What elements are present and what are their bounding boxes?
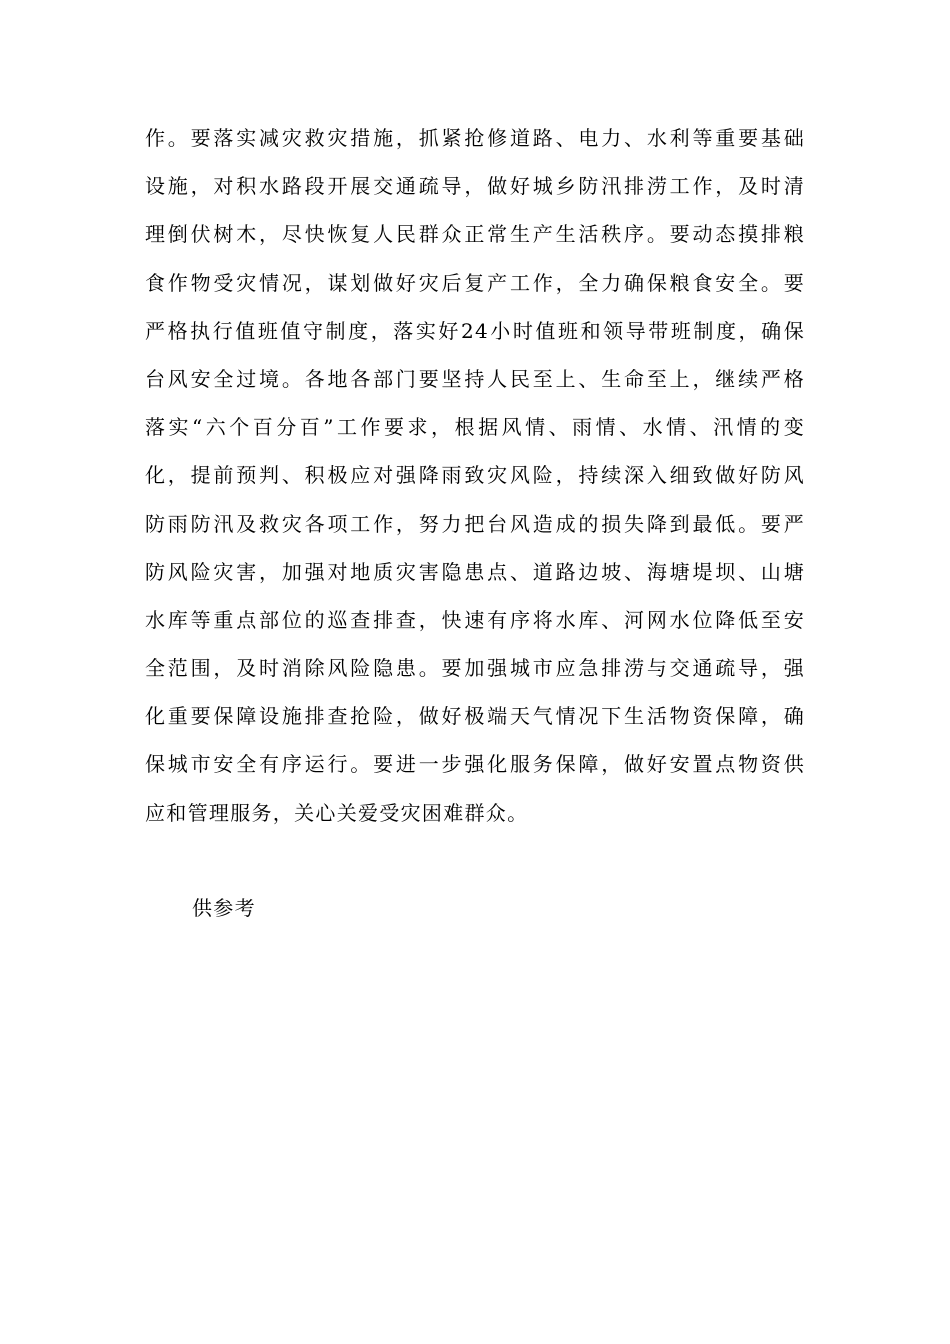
paragraph-line: 台风安全过境。各地各部门要坚持人民至上、生命至上，继续严格 — [145, 368, 805, 391]
paragraph-line: 作。要落实减灾救灾措施，抓紧抢修道路、电力、水利等重要基础 — [145, 128, 805, 150]
paragraph-line: 设施，对积水路段开展交通疏导，做好城乡防汛排涝工作，及时清 — [145, 176, 805, 199]
paragraph-line: 保城市安全有序运行。要进一步强化服务保障，做好安置点物资供 — [145, 754, 805, 777]
paragraph-line: 化，提前预判、积极应对强降雨致灾风险，持续深入细致做好防风 — [145, 465, 805, 488]
paragraph-line: 严格执行值班值守制度，落实好24小时值班和领导带班制度，确保 — [145, 320, 805, 343]
paragraph-line: 防风险灾害，加强对地质灾害隐患点、道路边坡、海塘堤坝、山塘 — [145, 561, 805, 584]
paragraph-line: 落实“六个百分百”工作要求，根据风情、雨情、水情、汛情的变 — [145, 417, 805, 440]
paragraph-line: 水库等重点部位的巡查排查，快速有序将水库、河网水位降低至安 — [145, 609, 805, 632]
paragraph-line: 化重要保障设施排查抢险，做好极端天气情况下生活物资保障，确 — [145, 706, 805, 729]
closing-note: 供参考 — [192, 896, 256, 920]
paragraph-line: 理倒伏树木，尽快恢复人民群众正常生产生活秩序。要动态摸排粮 — [145, 224, 805, 247]
paragraph-line: 应和管理服务，关心关爱受灾困难群众。 — [145, 802, 529, 825]
paragraph-line: 食作物受灾情况，谋划做好灾后复产工作，全力确保粮食安全。要 — [145, 272, 805, 295]
paragraph-line: 防雨防汛及救灾各项工作，努力把台风造成的损失降到最低。要严 — [145, 513, 805, 536]
body-paragraph — [145, 128, 805, 851]
paragraph-line: 全范围，及时消除风险隐患。要加强城市应急排涝与交通疏导，强 — [145, 658, 805, 681]
